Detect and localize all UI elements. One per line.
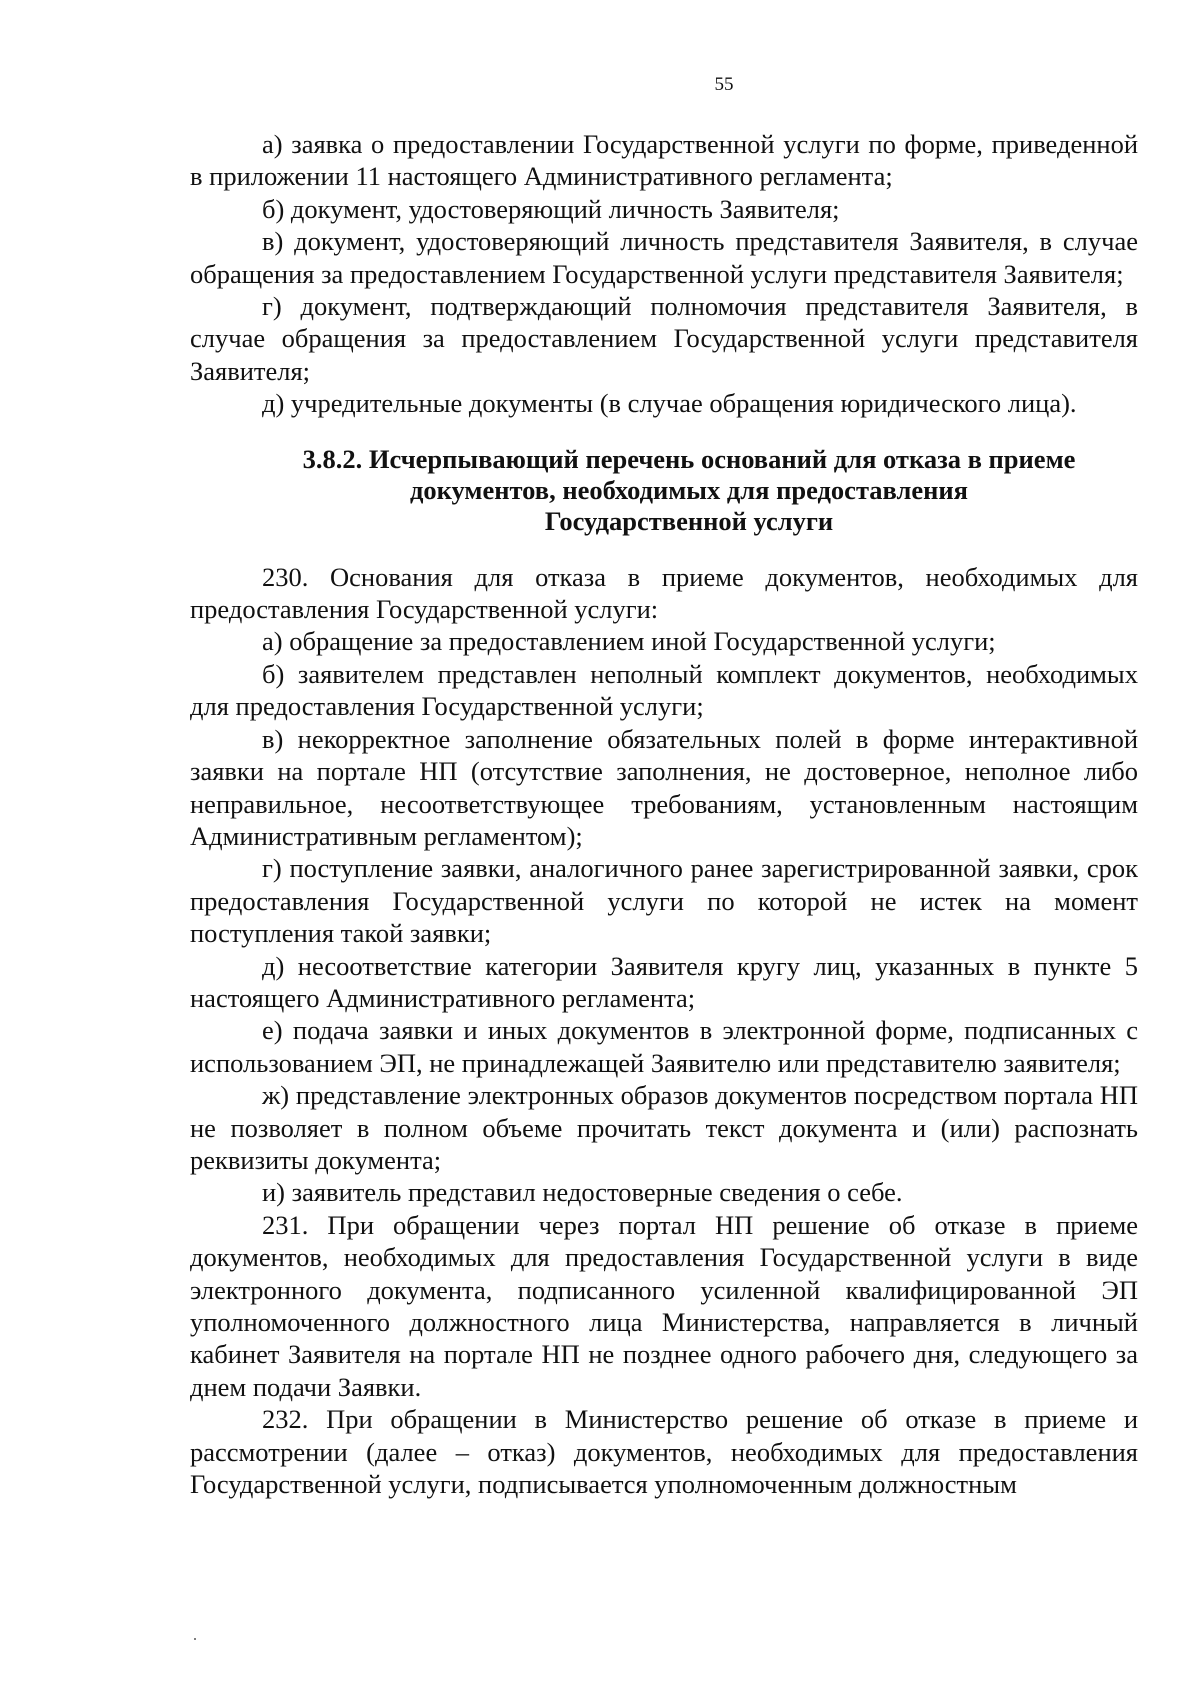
- paragraph: 230. Основания для отказа в приеме документов, необходимых для предоставления Государственной услуги:: [190, 561, 1138, 625]
- paragraph: 231. При обращении через портал НП решение об отказе в приеме документов, необходимых для предоставления Государственной услуги в виде электронного документа, подписанного усиленной квалифицированной ЭП уполномоченного должностного лица Министерства, направляется в личный кабинет Заявителя на портале НП не позднее одного рабочего дня, следующего за днем подачи Заявки.: [190, 1209, 1138, 1402]
- page-number: 55: [714, 74, 734, 95]
- section-heading-line: 3.8.2. Исчерпывающий перечень оснований для отказа в приеме: [302, 443, 1076, 474]
- paragraph: б) документ, удостоверяющий личность Заявителя;: [262, 193, 840, 224]
- paragraph: ж) представление электронных образов документов посредством портала НП не позволяет в полном объеме прочитать текст документа и (или) распознать реквизиты документа;: [190, 1080, 1138, 1175]
- paragraph: в) некорректное заполнение обязательных полей в форме интерактивной заявки на портале НП (отсутствие заполнения, не достоверное, неполное либо неправильное, несоответствующее требованиям, установленным настоящим Административным регламентом);: [190, 723, 1138, 851]
- paragraph: г) поступление заявки, аналогичного ранее зарегистрированной заявки, срок предоставления Государственной услуги по которой не истек на момент поступления такой заявки;: [190, 853, 1138, 949]
- paragraph: д) учредительные документы (в случае обращения юридического лица).: [262, 388, 1077, 419]
- section-heading-line: документов, необходимых для предоставления: [409, 474, 968, 505]
- paragraph: г) документ, подтверждающий полномочия представителя Заявителя, в случае обращения за предоставлением Государственной услуги представителя Заявителя;: [190, 291, 1138, 386]
- paragraph: в) документ, удостоверяющий личность представителя Заявителя, в случае обращения за предоставлением Государственной услуги представителя Заявителя;: [190, 226, 1138, 289]
- scan-speck: [194, 1638, 196, 1640]
- paragraph: е) подача заявки и иных документов в электронной форме, подписанных с использованием ЭП, не принадлежащей Заявителю или представителю заявителя;: [190, 1015, 1138, 1078]
- paragraph: б) заявителем представлен неполный комплект документов, необходимых для предоставления Государственной услуги;: [190, 658, 1138, 722]
- section-heading: [190, 444, 1138, 537]
- paragraph: и) заявитель представил недостоверные сведения о себе.: [262, 1177, 903, 1208]
- paragraph: а) заявка о предоставлении Государственной услуги по форме, приведенной в приложении 11 настоящего Административного регламента;: [190, 129, 1138, 192]
- paragraph: а) обращение за предоставлением иной Государственной услуги;: [262, 626, 996, 657]
- paragraph: 232. При обращении в Министерство решение об отказе в приеме и рассмотрении (далее – отказ) документов, необходимых для предоставления Государственной услуги, подписывается уполномоченным должностным: [190, 1404, 1138, 1500]
- document-body: [190, 128, 1138, 1500]
- section-heading-line: Государственной услуги: [544, 505, 834, 536]
- paragraph: д) несоответствие категории Заявителя кругу лиц, указанных в пункте 5 настоящего Административного регламента;: [190, 950, 1138, 1013]
